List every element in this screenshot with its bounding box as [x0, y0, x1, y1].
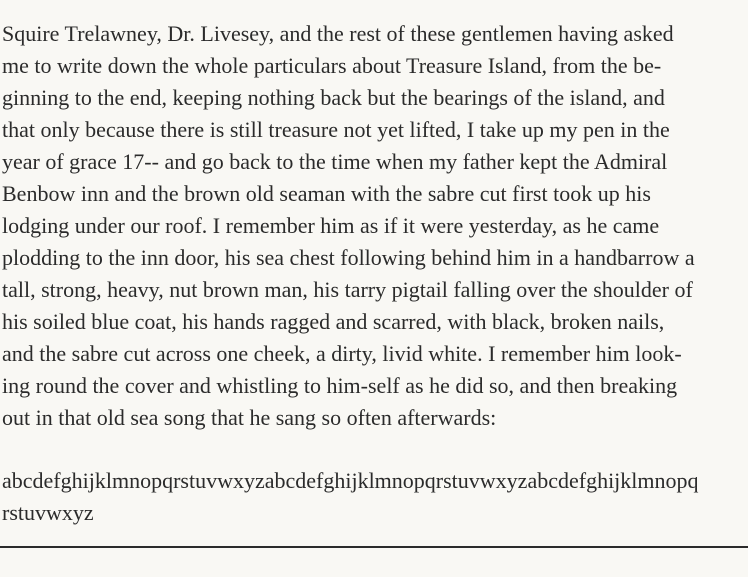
paragraph-line: year of grace 17-- and go back to the time when my father kept the Admiral — [2, 149, 668, 174]
paragraph-line: and the sabre cut across one cheek, a dirty, livid white. I remember him look- — [2, 341, 682, 366]
alphabet-sample — [2, 465, 748, 529]
body-paragraph — [2, 18, 748, 434]
paragraph-line: his soiled blue coat, his hands ragged and scarred, with black, broken nails, — [2, 309, 665, 334]
paragraph-line: plodding to the inn door, his sea chest following behind him in a handbarrow a — [2, 245, 695, 270]
paragraph-line: Squire Trelawney, Dr. Livesey, and the rest of these gentlemen having asked — [2, 21, 674, 46]
alphabet-line: abcdefghijklmnopqrstuvwxyzabcdefghijklmnopqrstuvwxyzabcdefghijklmnopq — [2, 468, 699, 493]
paragraph-line: ginning to the end, keeping nothing back but the bearings of the island, and — [2, 85, 665, 110]
paragraph-line: out in that old sea song that he sang so often afterwards: — [2, 405, 497, 430]
alphabet-line: rstuvwxyz — [2, 500, 94, 525]
horizontal-rule — [0, 546, 748, 548]
paragraph-line: me to write down the whole particulars about Treasure Island, from the be- — [2, 53, 662, 78]
paragraph-line: Benbow inn and the brown old seaman with the sabre cut first took up his — [2, 181, 651, 206]
paragraph-line: that only because there is still treasure not yet lifted, I take up my pen in the — [2, 117, 670, 142]
paragraph-line: tall, strong, heavy, nut brown man, his tarry pigtail falling over the shoulder of — [2, 277, 693, 302]
paragraph-line: ing round the cover and whistling to him-self as he did so, and then breaking — [2, 373, 678, 398]
paragraph-line: lodging under our roof. I remember him as if it were yesterday, as he came — [2, 213, 660, 238]
